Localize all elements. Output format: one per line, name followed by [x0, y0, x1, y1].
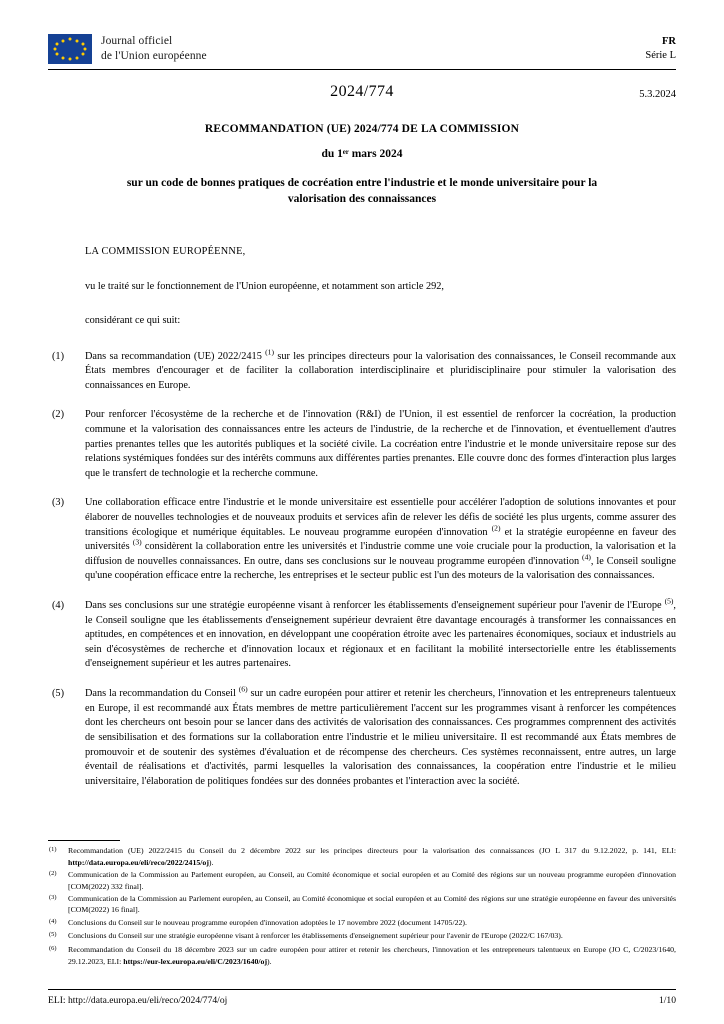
page-title: RECOMMANDATION (UE) 2024/774 DE LA COMMISSION: [204, 122, 520, 135]
recital-number: (3): [52, 497, 65, 509]
document-subject: sur un code de bonnes pratiques de cocréation entre l'industrie et le monde universitaire pour la valorisation des connaissances: [126, 176, 598, 205]
footnote-item: [48, 944, 676, 967]
recital-text: Une collaboration efficace entre l'industrie et le monde universitaire est essentielle pour accélérer l'adoption de solutions innovantes et pour élaborer de nouvelles technologies et de nouveaux produits et services afin de relever les défis de société les plus urgents, comme assurer des transitions écologique et numérique équitables. Le nouveau programme européen d'innovation $^{(2)}$ et la stratégie européenne en faveur des universités $^{(3)}$ considèrent la collaboration entre les universités et l'industrie comme une voie cruciale pour la production, la valorisation et la diffusion de nouvelles connaissances. En outre, dans ses conclusions sur le nouveau programme européen d'innovation $^{(4)}$, le Conseil souligne qu'une coopération efficace entre la recherche, les entreprises et le secteur public est l'un des moteurs de la valorisation des connaissances.: [85, 497, 677, 582]
eu-star: [81, 53, 84, 56]
eu-star: [61, 56, 64, 59]
footnote-marker: (2): [49, 869, 57, 877]
page-footer: [48, 989, 676, 1006]
recital-item: [48, 596, 676, 672]
issuing-authority: LA COMMISSION EUROPÉENNE,: [85, 245, 246, 257]
adoption-date: du 1ᵉʳ mars 2024: [321, 147, 403, 160]
series-label: Série L: [645, 50, 676, 62]
recital-text: Dans ses conclusions sur une stratégie européenne visant à renforcer les établissements d'enseignement supérieur pour l'avenir de l'Europe $^{(5)}$, le Conseil souligne que les établissements d'enseignement supérieur devraient être davantage encouragés à transformer les connaissances en aptitudes, en compétences et en innovation, en développant une coopération étroite avec les partenaires économiques, sociaux et industriels au sein d'écosystèmes de recherche et d'innovation locaux et régionaux et en facilitant la mobilité intersectorielle entre les établissements d'enseignement supérieur et les autres partenaires.: [85, 596, 676, 670]
eli-url[interactable]: https://eur-lex.europa.eu/eli/C/2023/1640/oj: [123, 956, 268, 966]
document-body: [48, 245, 676, 790]
page-number: 1/10: [658, 995, 676, 1006]
journal-title: [101, 34, 207, 65]
page-masthead: [48, 0, 676, 65]
whereas-label: considérant ce qui suit:: [85, 314, 181, 326]
footnote-marker: (5): [49, 931, 57, 939]
footnote-text: Conclusions du Conseil sur une stratégie européenne visant à renforcer les établissements d'enseignement supérieur pour l'avenir de l'Europe (2022/C 167/03).: [68, 931, 563, 941]
journal-identity: [48, 34, 207, 65]
eli-link[interactable]: ELI: http://data.europa.eu/eli/reco/2024/774/oj: [48, 995, 228, 1006]
recital-number: (5): [52, 688, 65, 700]
footnote-item: [48, 869, 676, 892]
recital-text: Dans la recommandation du Conseil $^{(6)}$ sur un cadre européen pour attirer et retenir les chercheurs, l'innovation et les entrepreneurs talentueux en Europe, il est recommandé aux États membres de mettre particulièrement l'accent sur les programmes visant à renforcer les compétences dont les chercheurs ont besoin pour se lancer dans des activités de valorisation des connaissances. Ces programmes comprennent des activités de sensibilisation et des formations sur la collaboration entre l'industrie et le milieu universitaire. Il est recommandé aux États membres de promouvoir et de soutenir des systèmes d'évaluation et de récompense des chercheurs. Ces systèmes reconnaissent, entre autres, un large éventail de réalisations et d'activités, parmi lesquelles la valorisation des connaissances, la coopération entre l'industrie et le milieu universitaire, l'élaboration de politiques fondées sur des données probantes et l'interaction avec la société.: [85, 684, 677, 787]
language-series-block: [645, 35, 676, 64]
footnote-text: Communication de la Commission au Parlement européen, au Conseil, au Comité économique et social européen et au Comité des régions sur un nouveau programme européen d'innovation [COM(2022) 332 final].: [68, 869, 676, 891]
eu-star: [83, 48, 86, 51]
footnote-reference[interactable]: (3): [132, 537, 142, 547]
journal-title-line2: de l'Union européenne: [101, 50, 207, 63]
legal-basis: vu le traité sur le fonctionnement de l'Union européenne, et notamment son article 292,: [85, 280, 444, 292]
eu-star: [76, 39, 79, 42]
eu-flag-icon: [48, 34, 92, 64]
recital-item: [48, 408, 676, 481]
footnote-item: [48, 930, 676, 943]
footnote-text: Recommandation du Conseil du 18 décembre 2023 sur un cadre européen pour attirer et retenir les chercheurs, l'innovation et les entrepreneurs talentueux en Europe (JO C, C/2023/1640, 29.12.2023, ELI: https://eur-lex.europa.eu/eli/C/2023/1640/oj).: [68, 945, 676, 966]
eu-star: [76, 56, 79, 59]
recital-number: (2): [52, 409, 65, 421]
publication-date: 5.3.2024: [639, 88, 676, 100]
journal-title-line1: Journal officiel: [101, 35, 173, 47]
eu-star: [61, 39, 64, 42]
recital-text: Pour renforcer l'écosystème de la recherche et de l'innovation (R&I) de l'Union, il est essentiel de renforcer la cocréation, la production commune et la valorisation des connaissances entre les acteurs de l'industrie, de la recherche et de l'innovation, et éventuellement d'autres parties prenantes telles que les autorités publiques et la société civile. La cocréation entre l'industrie et le monde universitaire repose sur des relations systémiques fondées sur des intérêts communs aux différentes parties prenantes. Elle couvre donc des formes d'interaction plus larges que le transfert de technologie et la recherche commune.: [85, 409, 676, 479]
footnote-reference[interactable]: (1): [265, 347, 275, 357]
footnote-marker: (1): [49, 845, 57, 853]
document-number-row: [48, 83, 676, 101]
recital-number: (1): [52, 350, 65, 362]
header-divider: [48, 69, 676, 70]
eu-star: [81, 43, 84, 46]
recital-item: [48, 496, 676, 584]
recital-number: (4): [52, 600, 65, 612]
footnote-text: Recommandation (UE) 2022/2415 du Conseil du 2 décembre 2022 sur les principes directeurs pour la valorisation des connaissances (JO L 317 du 9.12.2022, p. 141, ELI: http://data.europa.eu/eli/reco/2022/2415/oj).: [68, 845, 676, 867]
footer-divider: [48, 989, 676, 990]
footnote-reference[interactable]: (4): [582, 552, 591, 562]
eli-url[interactable]: http://data.europa.eu/eli/reco/2022/2415/oj: [68, 857, 209, 867]
language-code: FR: [662, 36, 676, 48]
recital-item: [48, 347, 676, 394]
recital-list: [48, 347, 677, 790]
footnote-marker: (6): [49, 945, 57, 953]
footnote-item: [48, 845, 676, 868]
footnote-item: [48, 917, 676, 930]
footnote-divider: [48, 840, 120, 841]
footnote-item: [48, 893, 676, 916]
recital-item: [48, 684, 677, 789]
eu-star: [69, 38, 72, 41]
eu-star: [56, 43, 59, 46]
recital-text: Dans sa recommandation (UE) 2022/2415 $^{(1)}$ sur les principes directeurs pour la valorisation des connaissances, le Conseil recommande aux États membres d'encourager et de faciliter la collaboration interdisciplinaire et pluridisciplinaire pour stimuler la valorisation des connaissances en Europe.: [85, 347, 676, 391]
title-block: [48, 123, 676, 207]
footnote-text: Communication de la Commission au Parlement européen, au Conseil, au Comité économique et social européen et au Comité des régions sur une stratégie européenne en faveur des universités [COM(2022) 16 final].: [68, 893, 676, 915]
eu-star: [54, 48, 57, 51]
eu-star: [56, 53, 59, 56]
footnote-marker: (4): [49, 917, 57, 925]
footnote-text: Conclusions du Conseil sur le nouveau programme européen d'innovation adoptées le 17 novembre 2022 (document 14705/22).: [68, 917, 467, 927]
footnote-reference[interactable]: (2): [491, 523, 501, 533]
footnote-marker: (3): [49, 893, 57, 901]
footnote-section: [48, 840, 676, 968]
eu-star: [69, 58, 72, 61]
footnote-reference[interactable]: (5): [664, 596, 674, 606]
document-number: 2024/774: [330, 82, 394, 100]
footnote-reference[interactable]: (6): [238, 684, 248, 694]
